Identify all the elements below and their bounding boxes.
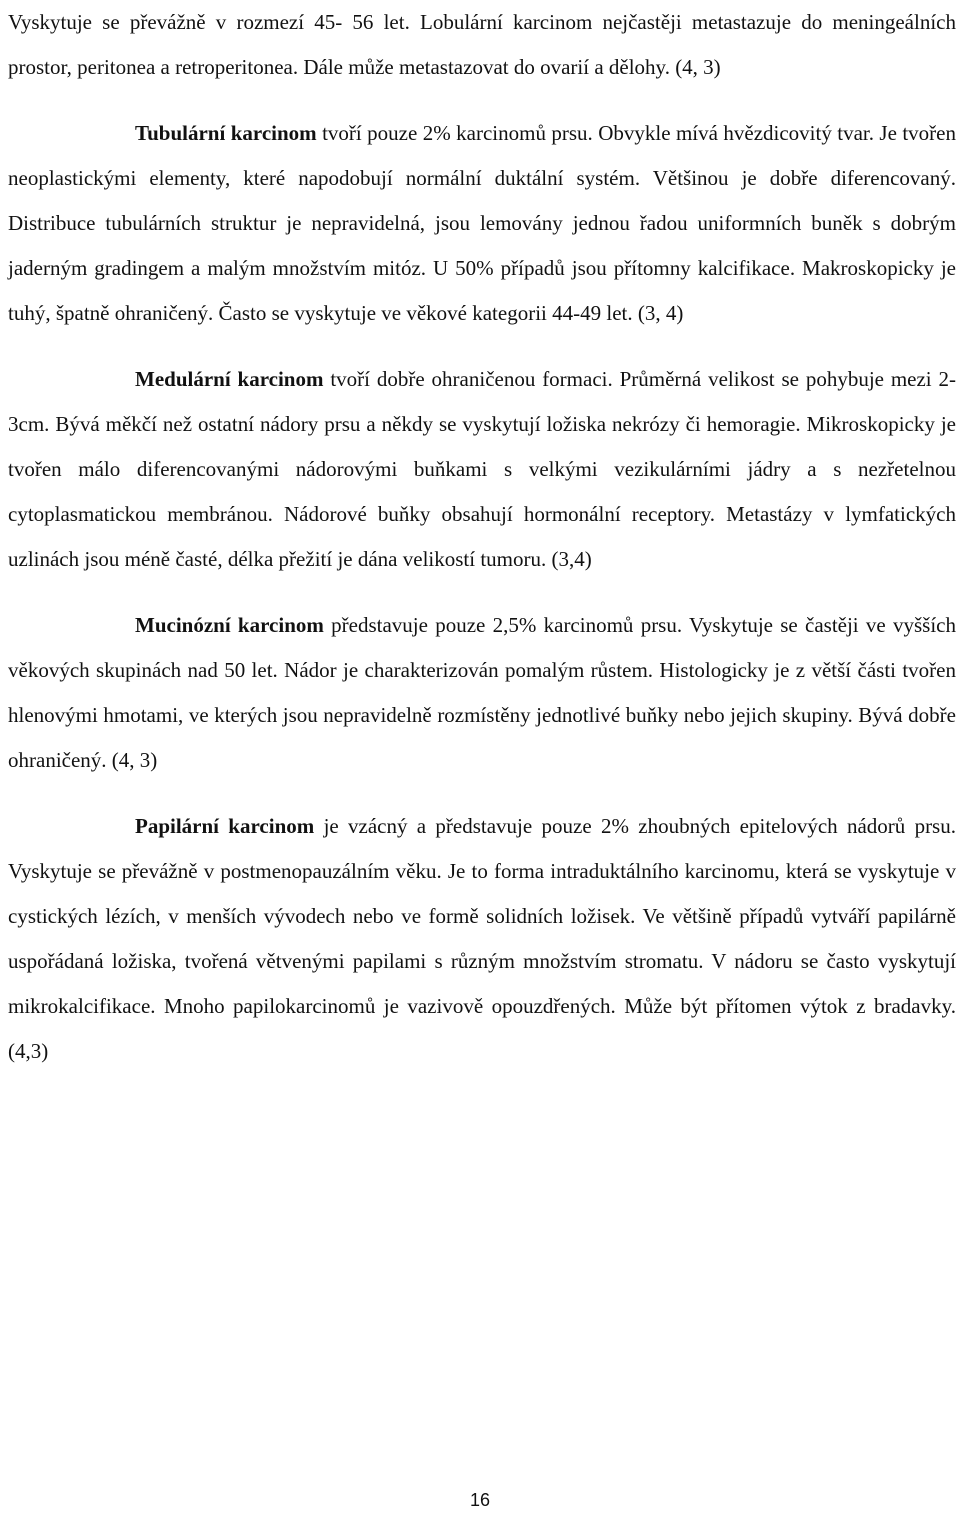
paragraph-tubular-carcinoma (8, 111, 956, 336)
paragraph-text: představuje pouze 2,5% karcinomů prsu. Vyskytuje se častěji ve vyšších věkových skupinách nad 50 let. Nádor je charakterizován pomalým růstem. Histologicky je z větší části tvořen hlenovými hmotami, ve kterých jsou nepravidelně rozmístěny jednotlivé buňky nebo jejich skupiny. Bývá dobře ohraničený. (4, 3) (8, 613, 956, 772)
paragraph-term: Papilární karcinom (135, 814, 315, 838)
paragraph-text: tvoří pouze 2% karcinomů prsu. Obvykle mívá hvězdicovitý tvar. Je tvořen neoplastickými elementy, které napodobují normální duktální systém. Většinou je dobře diferencovaný. Distribuce tubulárních struktur je nepravidelná, jsou lemovány jednou řadou uniformních buněk s dobrým jaderným gradingem a malým množstvím mitóz. U 50% případů jsou přítomny kalcifikace. Makroskopicky je tuhý, špatně ohraničený. Často se vyskytuje ve věkové kategorii 44-49 let. (3, 4) (8, 121, 957, 325)
paragraph-text: Vyskytuje se převážně v rozmezí 45- 56 let. Lobulární karcinom nejčastěji metastazuje do meningeálních prostor, peritonea a retroperitonea. Dále může metastazovat do ovarií a dělohy. (4, 3) (8, 10, 956, 79)
paragraph-medullary-carcinoma (8, 357, 956, 582)
paragraph-mucinous-carcinoma (8, 603, 956, 783)
paragraph-term: Mucinózní karcinom (135, 613, 324, 637)
document-page (8, 0, 956, 1074)
paragraph-papillary-carcinoma (8, 804, 956, 1074)
page-number: 16 (469, 1490, 491, 1510)
paragraph-text: je vzácný a představuje pouze 2% zhoubných epitelových nádorů prsu. Vyskytuje se převážně v postmenopauzálním věku. Je to forma intraduktálního karcinomu, která se vyskytuje v cystických lézích, v menších vývodech nebo ve formě solidních ložisek. Ve většině případů vytváří papilárně uspořádaná ložiska, tvořená větvenými papilami s různým množstvím stromatu. V nádoru se často vyskytují mikrokalcifikace. Mnoho papilokarcinomů je vazivově opouzdřených. Může být přítomen výtok z bradavky. (4,3) (8, 814, 956, 1063)
paragraph-term: Tubulární karcinom (135, 121, 317, 145)
paragraph-term: Medulární karcinom (135, 367, 324, 391)
paragraph-lobular-continued (8, 0, 956, 90)
paragraph-text: tvoří dobře ohraničenou formaci. Průměrná velikost se pohybuje mezi 2-3cm. Bývá měkčí než ostatní nádory prsu a někdy se vyskytují ložiska nekrózy či hemoragie. Mikroskopicky je tvořen málo diferencovanými nádorovými buňkami s velkými vezikulárními jádry a s nezřetelnou cytoplasmatickou membránou. Nádorové buňky obsahují hormonální receptory. Metastázy v lymfatických uzlinách jsou méně časté, délka přežití je dána velikostí tumoru. (3,4) (8, 367, 956, 571)
